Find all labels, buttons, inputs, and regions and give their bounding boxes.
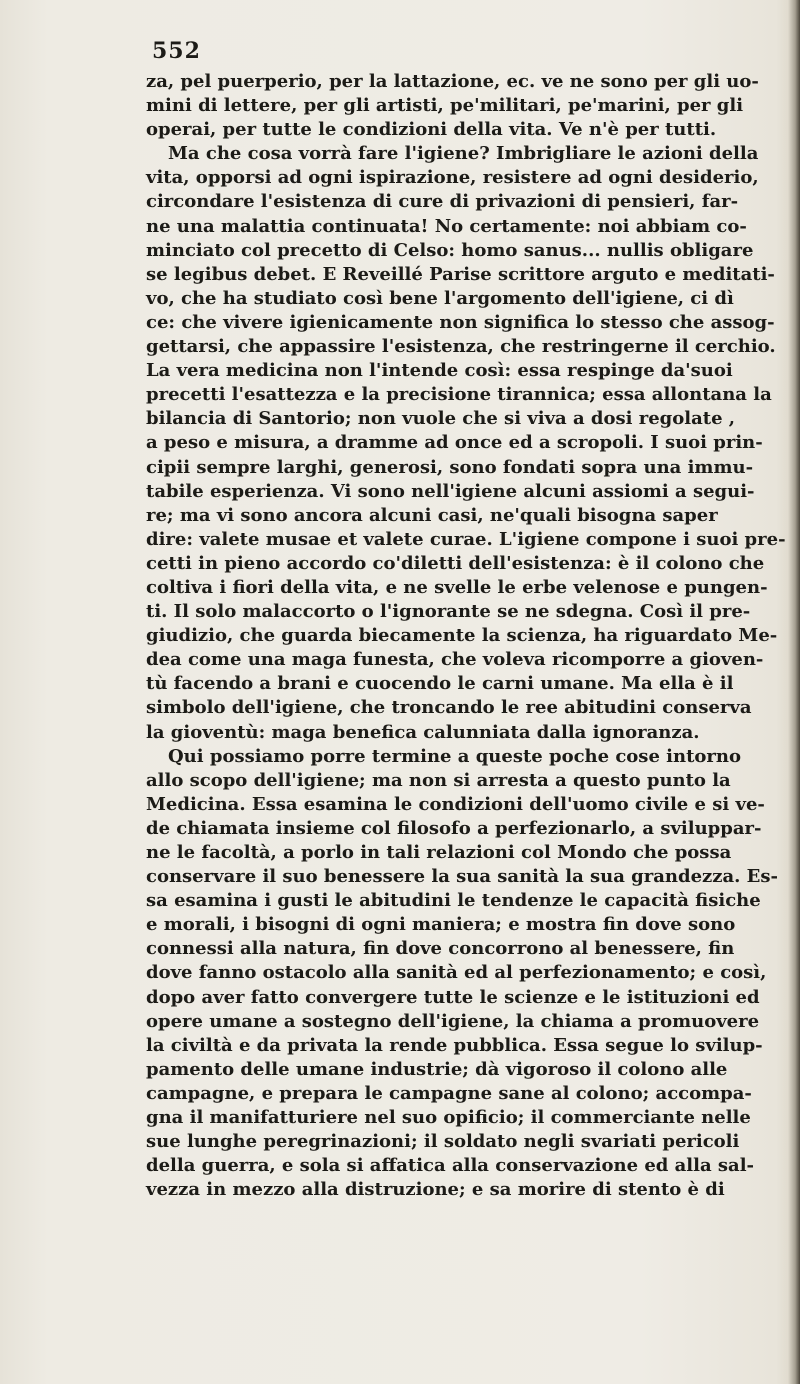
body-text <box>146 70 786 1202</box>
text-line: allo scopo dell'igiene; ma non si arresta a questo punto la <box>146 769 731 791</box>
text-line: la gioventù: maga benefica calunniata dalla ignoranza. <box>146 721 700 743</box>
text-line: ti. Il solo malaccorto o l'ignorante se ne sdegna. Così il pre- <box>146 601 751 623</box>
text-line: simbolo dell'igiene, che troncando le ree abitudini conserva <box>146 697 752 719</box>
text-line: dea come una maga funesta, che voleva ricomporre a gioven- <box>146 649 764 671</box>
text-line: operai, per tutte le condizioni della vita. Ve n'è per tutti. <box>146 119 717 141</box>
page-edge-shadow <box>788 0 800 1384</box>
text-line: la civiltà e da privata la rende pubblica. Essa segue lo svilup- <box>146 1034 763 1056</box>
text-line: sue lunghe peregrinazioni; il soldato negli svariati pericoli <box>146 1131 740 1153</box>
text-line: giudizio, che guarda biecamente la scienza, ha riguardato Me- <box>146 625 778 647</box>
text-line: Medicina. Essa esamina le condizioni dell'uomo civile e si ve- <box>146 793 765 815</box>
text-line: minciato col precetto di Celso: homo sanus... nullis obligare <box>146 239 754 261</box>
text-line: pamento delle umane industrie; dà vigoroso il colono alle <box>146 1058 728 1080</box>
text-line: ce: che vivere igienicamente non significa lo stesso che assog- <box>146 311 775 333</box>
text-line: bilancia di Santorio; non vuole che si viva a dosi regolate , <box>146 408 736 430</box>
text-line: Qui possiamo porre termine a queste poche cose intorno <box>168 745 741 767</box>
text-line: campagne, e prepara le campagne sane al colono; accompa- <box>146 1082 752 1104</box>
text-line: tù facendo a brani e cuocendo le carni umane. Ma ella è il <box>146 673 734 695</box>
text-line: e morali, i bisogni di ogni maniera; e mostra fin dove sono <box>146 914 736 936</box>
text-line: dire: valete musae et valete curae. L'igiene compone i suoi pre- <box>146 528 786 550</box>
text-line: tabile esperienza. Vi sono nell'igiene alcuni assiomi a segui- <box>146 480 755 502</box>
text-line: dove fanno ostacolo alla sanità ed al perfezionamento; e così, <box>146 962 767 984</box>
text-line: re; ma vi sono ancora alcuni casi, ne'quali bisogna saper <box>146 504 718 526</box>
text-line: de chiamata insieme col filosofo a perfezionarlo, a sviluppar- <box>146 817 762 839</box>
text-line: ne le facoltà, a porlo in tali relazioni col Mondo che possa <box>146 842 732 863</box>
text-line: a peso e misura, a dramme ad once ed a scropoli. I suoi prin- <box>146 432 763 454</box>
text-line: gna il manifatturiere nel suo opificio; il commerciante nelle <box>146 1107 751 1129</box>
text-line: cetti in pieno accordo co'diletti dell'esistenza: è il colono che <box>146 552 765 574</box>
text-line: vita, opporsi ad ogni ispirazione, resistere ad ogni desiderio, <box>146 167 759 189</box>
text-line: circondare l'esistenza di cure di privazioni di pensieri, far- <box>146 191 739 213</box>
text-line: La vera medicina non l'intende così: essa respinge da'suoi <box>146 360 733 382</box>
text-line: cipii sempre larghi, generosi, sono fondati sopra una immu- <box>146 456 754 478</box>
text-line: conservare il suo benessere la sua sanità la sua grandezza. Es- <box>146 866 779 888</box>
text-line: coltiva i fiori della vita, e ne svelle le erbe velenose e pungen- <box>146 576 768 598</box>
text-line: Ma che cosa vorrà fare l'igiene? Imbrigliare le azioni della <box>168 143 759 165</box>
text-line: sa esamina i gusti le abitudini le tendenze le capacità fisiche <box>146 890 761 912</box>
text-line: dopo aver fatto convergere tutte le scienze e le istituzioni ed <box>146 986 760 1008</box>
text-line: opere umane a sostegno dell'igiene, la chiama a promuovere <box>146 1010 760 1032</box>
text-line: connessi alla natura, fin dove concorrono al benessere, fin <box>146 938 735 960</box>
text-line: vezza in mezzo alla distruzione; e sa morire di stento è di <box>146 1179 725 1201</box>
text-line: ne una malattia continuata! No certamente: noi abbiam co- <box>146 215 747 237</box>
text-line: mini di lettere, per gli artisti, pe'militari, pe'marini, per gli <box>146 95 744 117</box>
text-line: gettarsi, che appassire l'esistenza, che restringerne il cerchio. <box>146 336 776 358</box>
text-line: precetti l'esattezza e la precisione tirannica; essa allontana la <box>146 384 772 406</box>
text-line: della guerra, e sola si affatica alla conservazione ed alla sal- <box>146 1155 755 1177</box>
text-line: se legibus debet. E Reveillé Parise scrittore arguto e meditati- <box>146 263 775 285</box>
page-number: 552 <box>152 38 201 64</box>
text-line: vo, che ha studiato così bene l'argomento dell'igiene, ci dì <box>146 287 734 309</box>
text-line: za, pel puerperio, per la lattazione, ec. ve ne sono per gli uo- <box>146 71 759 92</box>
